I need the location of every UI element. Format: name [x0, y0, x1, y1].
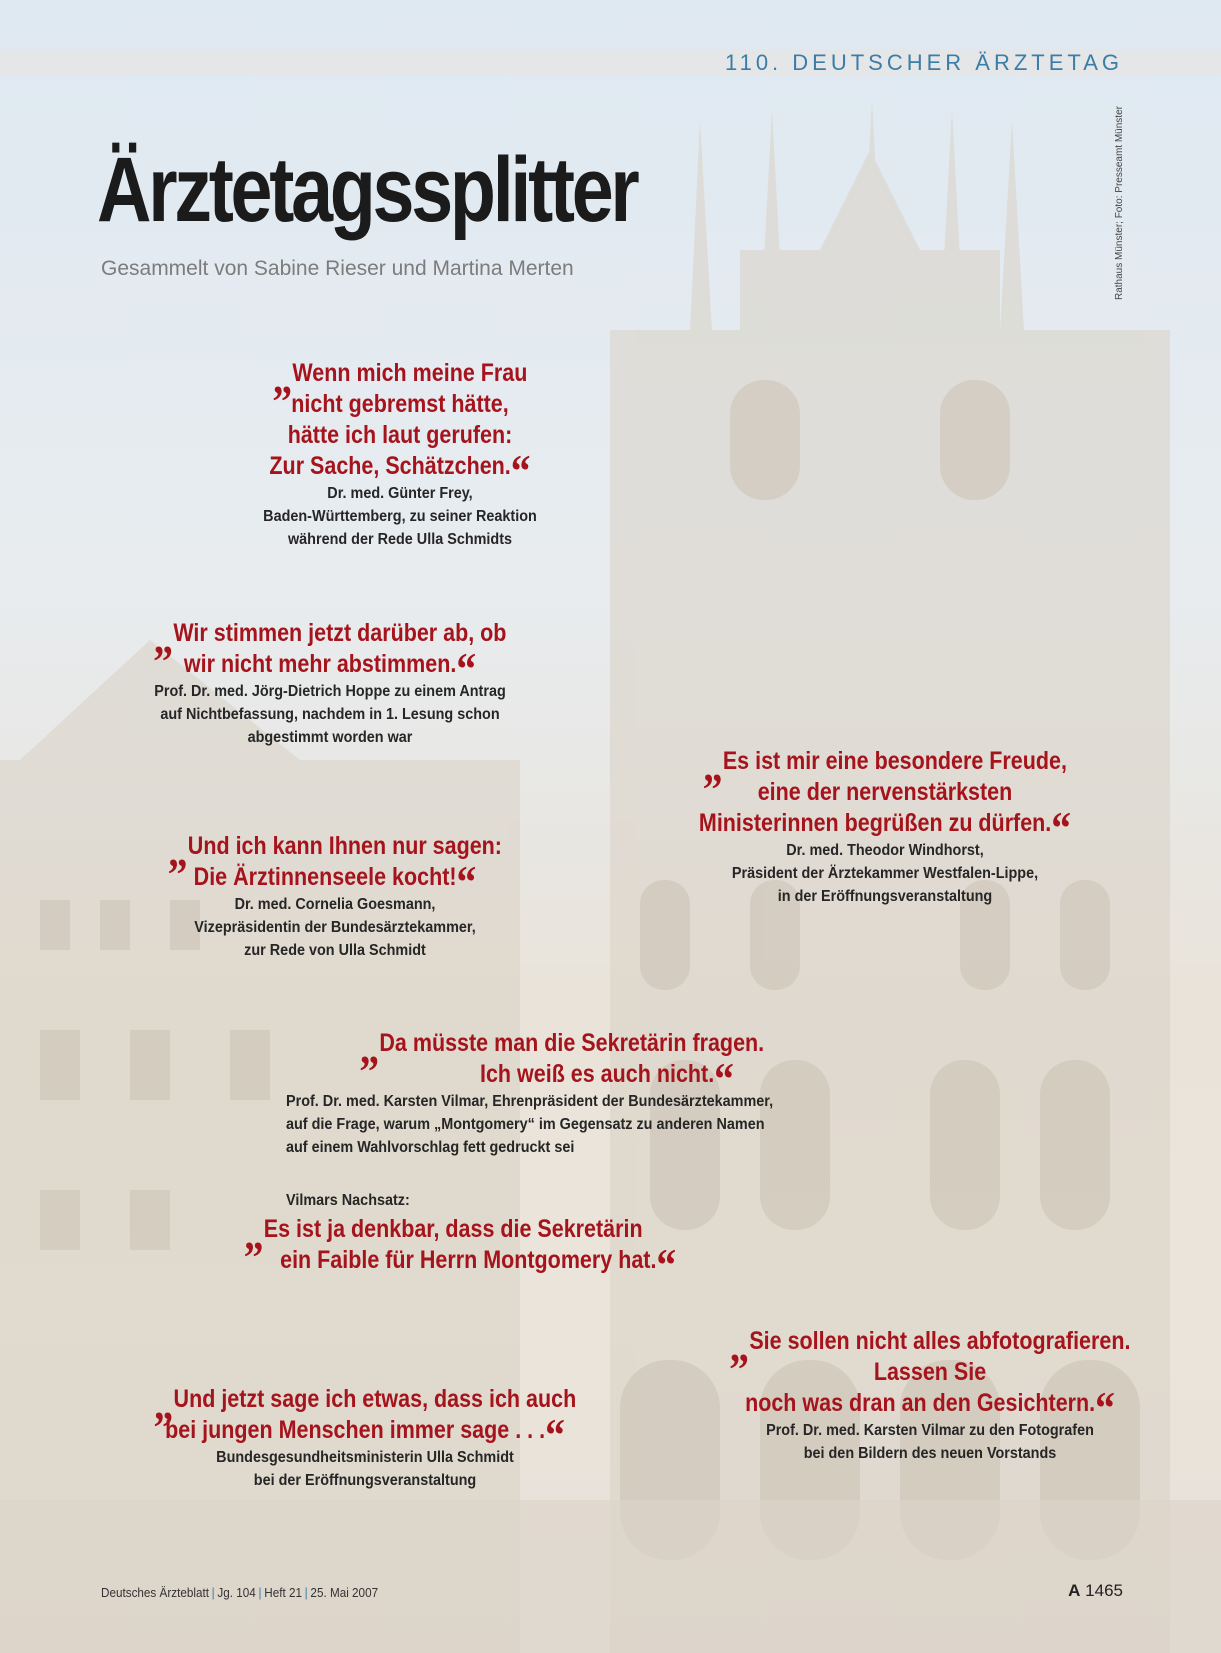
close-quote-mark: “ [456, 643, 477, 694]
open-quote-mark: „ [703, 740, 723, 791]
quote-attribution: Dr. med. Günter Frey, Baden-Württemberg, zu seiner Reaktion während der Rede Ulla Schmidts [263, 485, 537, 548]
footer-separator: | [258, 1585, 262, 1600]
quote-attribution: Prof. Dr. med. Karsten Vilmar, Ehrenpräsident der Bundesärztekammer, auf die Frage, warum „Montgomery“ im Gegensatz zu anderen Namen auf einem Wahlvorschlag fett gedruckt sei [286, 1093, 774, 1156]
open-quote-mark: „ [153, 612, 174, 663]
journal-volume: Jg. 104 [217, 1585, 256, 1600]
page-number-value: 1465 [1085, 1581, 1123, 1600]
open-quote-mark: „ [168, 825, 188, 876]
quote-text: „Da müsste man die Sekretärin fragen. Ich weiß es auch nicht.“ [359, 1022, 765, 1104]
follow-up-quote-text: „Es ist ja denkbar, dass die Sekretärin ein Faible für Herrn Montgomery hat.“ [244, 1208, 677, 1290]
quote-attribution: Dr. med. Cornelia Goesmann, Vizepräsidentin der Bundesärztekammer, zur Rede von Ulla Schmidt [194, 896, 476, 959]
quote-attribution: Dr. med. Theodor Windhorst, Präsident der Ärztekammer Westfalen-Lippe, in der Eröffnungsveranstaltung [731, 842, 1039, 905]
page-title: Ärztetagssplitter [97, 139, 637, 241]
photo-credit: Rathaus Münster; Foto: Presseamt Münster [1114, 106, 1125, 300]
close-quote-mark: “ [456, 856, 477, 907]
open-quote-mark: „ [272, 352, 293, 403]
journal-issue: Heft 21 [264, 1585, 302, 1600]
quote-attribution: Bundesgesundheitsministerin Ulla Schmidt bei der Eröffnungsveranstaltung [216, 1449, 514, 1489]
journal-name: Deutsches Ärzteblatt [101, 1585, 209, 1600]
page-footer [101, 1585, 378, 1600]
open-quote-mark: „ [729, 1320, 750, 1371]
quote-attribution: Prof. Dr. med. Karsten Vilmar zu den Fotografen bei den Bildern des neuen Vorstands [766, 1422, 1094, 1462]
close-quote-mark: “ [714, 1053, 734, 1104]
open-quote-mark: „ [153, 1378, 174, 1429]
quote-block-hoppe [100, 612, 560, 749]
quote-text: „Sie sollen nicht alles abfotografieren. Lassen Sie noch was dran an den Gesichtern.“ [729, 1320, 1131, 1433]
section-kicker: 110. DEUTSCHER ÄRZTETAG [724, 50, 1123, 75]
footer-separator: | [211, 1585, 215, 1600]
byline: Gesammelt von Sabine Rieser und Martina Merten [101, 257, 574, 280]
quote-block-vilmar-fotografen [690, 1320, 1170, 1465]
quote-text: „Es ist mir eine besondere Freude, eine der nervenstärksten Ministerinnen begrüßen zu dürfen.“ [698, 740, 1072, 853]
close-quote-mark: “ [510, 445, 531, 496]
footer-separator: | [304, 1585, 308, 1600]
close-quote-mark: “ [545, 1409, 565, 1460]
quote-block-schmidt [100, 1378, 630, 1492]
quote-text: „Wir stimmen jetzt darüber ab, ob wir nicht mehr abstimmen.“ [153, 612, 507, 694]
page-number-prefix: A [1068, 1581, 1081, 1600]
quote-text: „Wenn mich meine Frau nicht gebremst hätte, hätte ich laut gerufen: Zur Sache, Schätzchen.“ [269, 352, 531, 496]
open-quote-mark: „ [244, 1208, 264, 1259]
quote-block-frey [220, 352, 580, 551]
page-number [1068, 1581, 1123, 1601]
close-quote-mark: “ [656, 1239, 677, 1290]
close-quote-mark: “ [1095, 1382, 1115, 1433]
quote-text: „Und jetzt sage ich etwas, dass ich auch bei jungen Menschen immer sage . . .“ [153, 1378, 577, 1460]
journal-date: 25. Mai 2007 [310, 1585, 379, 1600]
quote-block-goesmann [120, 825, 550, 962]
quote-attribution: Prof. Dr. med. Jörg-Dietrich Hoppe zu einem Antrag auf Nichtbefassung, nachdem in 1. Lesung schon abgestimmt worden war [154, 683, 506, 746]
follow-up-label: Vilmars Nachsatz: [286, 1192, 410, 1209]
close-quote-mark: “ [1051, 802, 1072, 853]
open-quote-mark: „ [359, 1022, 380, 1073]
quote-block-vilmar-sekretaerin [286, 1022, 846, 1159]
quote-block-windhorst [650, 740, 1120, 908]
quote-text: „Und ich kann Ihnen nur sagen: Die Ärztinnenseele kocht!“ [168, 825, 502, 907]
